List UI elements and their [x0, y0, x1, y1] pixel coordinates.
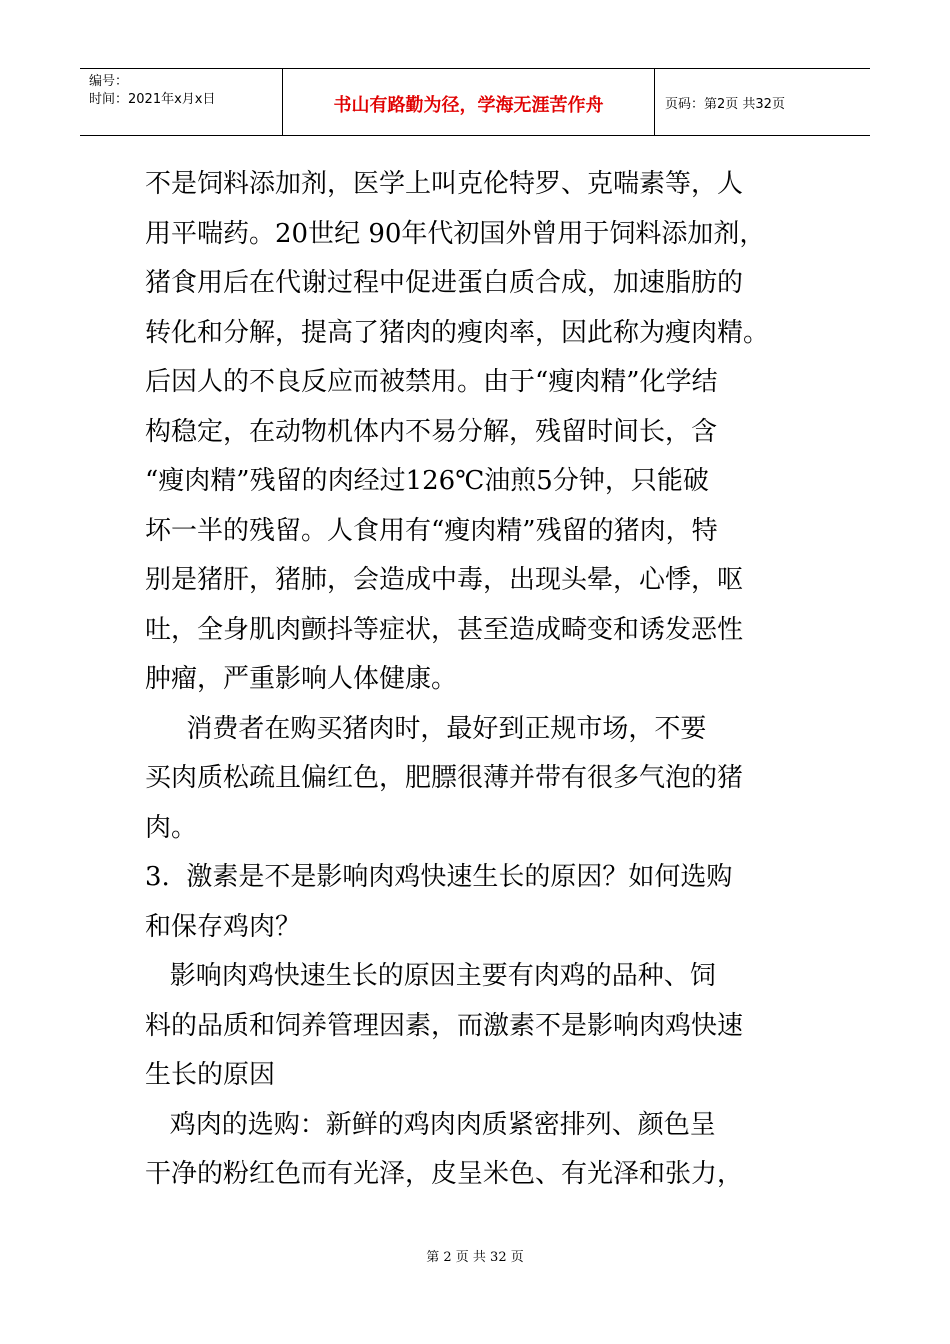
- body-line: 用平喘药。20世纪 90年代初国外曾用于饲料添加剂，: [145, 218, 766, 249]
- motto-cell: [283, 69, 655, 135]
- body-line: 消费者在购买猪肉时，最好到正规市场，不要: [145, 713, 707, 744]
- body-line: 不是饲料添加剂，医学上叫克伦特罗、克喘素等，人: [145, 169, 744, 199]
- date-label: 时间：2021年x月x日: [89, 92, 216, 107]
- body-line: 吐，全身肌肉颤抖等症状，甚至造成畸变和诱发恶性: [145, 614, 744, 645]
- header-meta-cell: [80, 69, 283, 135]
- motto-text: 书山有路勤为径，学海无涯苦作舟: [333, 95, 604, 116]
- page-footer: [0, 1246, 950, 1265]
- question-heading: 3. 激素是不是影响肉鸡快速生长的原因？如何选购: [145, 862, 733, 892]
- body-line: 坏一半的残留。人食用有“瘦肉精”残留的猪肉，特: [145, 515, 718, 546]
- question-heading: 和保存鸡肉？: [145, 911, 302, 942]
- page-info-cell: [655, 69, 870, 135]
- document-body: [145, 160, 815, 1200]
- body-line: “瘦肉精”残留的肉经过126℃油煎5分钟，只能破: [145, 466, 709, 496]
- body-line: 影响肉鸡快速生长的原因主要有肉鸡的品种、饲: [145, 961, 716, 991]
- page-info-text: 页码：第2页 共32页: [665, 96, 785, 112]
- body-line: 肿瘤，严重影响人体健康。: [145, 664, 458, 694]
- body-line: 肉。: [145, 812, 198, 843]
- body-line: 鸡肉的选购：新鲜的鸡肉肉质紧密排列、颜色呈: [145, 1109, 716, 1140]
- body-line: 买肉质松疏且偏红色，肥膘很薄并带有很多气泡的猪: [145, 763, 744, 793]
- body-line: 构稳定，在动物机体内不易分解，残留时间长，含: [145, 416, 718, 447]
- body-line: 料的品质和饲养管理因素，而激素不是影响肉鸡快速: [145, 1010, 744, 1041]
- header-table: [80, 68, 870, 136]
- body-line: 别是猪肝，猪肺，会造成中毒，出现头晕，心悸，呕: [145, 565, 744, 595]
- code-label: 编号：: [89, 74, 129, 89]
- body-line: 生长的原因: [145, 1060, 276, 1090]
- body-line: 干净的粉红色而有光泽，皮呈米色、有光泽和张力，: [145, 1159, 744, 1189]
- body-line: 后因人的不良反应而被禁用。由于“瘦肉精”化学结: [145, 367, 718, 397]
- footer-page-number: 第 2 页 共 32 页: [426, 1250, 524, 1265]
- body-line: 猪食用后在代谢过程中促进蛋白质合成，加速脂肪的: [145, 268, 744, 298]
- body-line: 转化和分解，提高了猪肉的瘦肉率，因此称为瘦肉精。: [145, 317, 770, 348]
